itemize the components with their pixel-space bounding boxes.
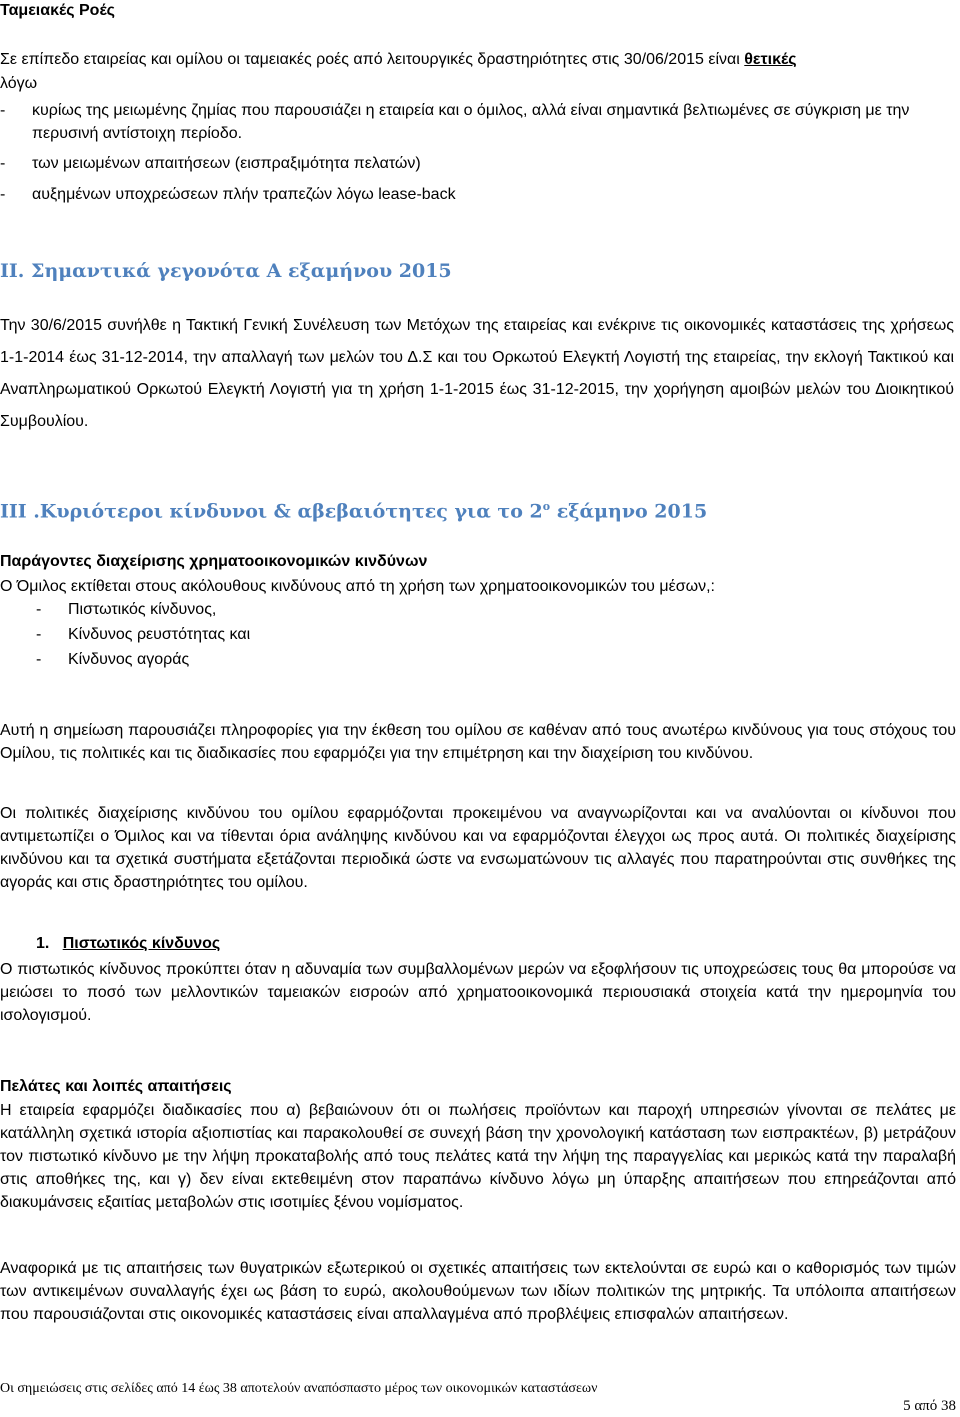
- credit-risk-number: 1.: [36, 935, 50, 952]
- cash-flows-intro-tail: λόγω: [0, 75, 38, 92]
- section-2-heading: II. Σημαντικά γεγονότα Α εξαμήνου 2015: [0, 260, 452, 282]
- credit-risk-title: Πιστωτικός κίνδυνος: [62, 935, 221, 952]
- risk-paragraph-1: Αυτή η σημείωση παρουσιάζει πληροφορίες για την έκθεση του ομίλου σε καθέναν από τους ανωτέρω κινδύνους για τους στόχους του Ομίλου, τις πολιτικές και τις διαδικασίες που εφαρμόζει για την επιμέτρηση και την διαχείριση του κινδύνου.: [0, 722, 956, 762]
- risk-bullet-list: [36, 601, 250, 676]
- list-item: - Κίνδυνος ρευστότητας και: [36, 626, 251, 643]
- page-number: 5 από 38: [903, 1398, 956, 1414]
- list-item: - των μειωμένων απαιτήσεων (εισπραξιμότητα πελατών): [0, 155, 421, 172]
- cash-flows-heading: Ταμειακές Ροές: [0, 2, 115, 19]
- list-item: - Κίνδυνος αγοράς: [36, 651, 190, 668]
- cash-flows-intro-text: Σε επίπεδο εταιρείας και ομίλου οι ταμειακές ροές από λειτουργικές δραστηριότητες στις 30/06/2015 είναι: [0, 51, 745, 68]
- cash-flows-intro: [0, 51, 958, 69]
- customers-paragraph-1: Η εταιρεία εφαρμόζει διαδικασίες που α) βεβαιώνουν ότι οι πωλήσεις προϊόντων και παροχή υπηρεσιών γίνονται σε πελάτες με κατάλληλη σχετικά ιστορία αξιοπιστίας και παρακολουθεί σε συνεχή βάση την χρονολογική κατάσταση των εισπρακτέων, β) μετράζουν τον πιστωτικό κίνδυνο με την λήψη προκαταβολής από τους πελάτες κατά την λήψη της παραγγελίας και μερικώς κατά την παραλαβή στις αποθήκες της, και γ) δεν είναι εκτεθειμένη στον παραπάνω κίνδυνο λόγω μη ύπαρξης απαιτήσεων που επηρεάζονται από διακυμάνσεις εξαιτίας μεταβολών στις ισοτιμίες ξένου νομίσματος.: [0, 1102, 956, 1211]
- customers-paragraph-2: Αναφορικά με τις απαιτήσεις των θυγατρικών εξωτερικού οι σχετικές απαιτήσεις των εκτελούνται σε ευρώ και ο καθορισμός των τιμών των αντικειμένων συναλλαγής έχει ως βάση το ευρώ, ακολουθούμενων των ιδίων πολιτικών της μητρικής. Τα υπόλοιπα απαιτήσεων που παρουσιάζονται στις οικονομικές καταστάσεις είναι απαλλαγμένα από προβλέψεις επισφαλών απαιτήσεων.: [0, 1260, 956, 1323]
- cash-flows-bullet-list: [0, 99, 958, 145]
- customers-heading: Πελάτες και λοιπές απαιτήσεις: [0, 1078, 232, 1095]
- risk-paragraph-2: Οι πολιτικές διαχείρισης κινδύνου του ομίλου εφαρμόζονται προκειμένου να αναγνωρίζονται και να αναλύονται οι κίνδυνοι που αντιμετωπίζει ο Όμιλος και να τίθενται όρια ανάληψης κινδύνου και να εφαρμόζονται έλεγχοι ως προς αυτά. Οι πολιτικές διαχείρισης κινδύνου και τα σχετικά συστήματα εξετάζονται περιοδικά ώστε να ενσωματώνουν τις αλλαγές που παρατηρούνται στις συνθήκες της αγοράς και στις δραστηριότητες του ομίλου.: [0, 805, 956, 891]
- risk-factors-intro: Ο Όμιλος εκτίθεται στους ακόλουθους κινδύνους από τη χρήση των χρηματοοικονομικών του μέσων,:: [0, 578, 715, 595]
- credit-risk-paragraph: Ο πιστωτικός κίνδυνος προκύπτει όταν η αδυναμία των συμβαλλομένων μερών να εξοφλήσουν τις υποχρεώσεις τους θα μπορούσε να μειώσει το ποσό των μελλοντικών ταμειακών εισροών από χρηματοοικονομικά περιουσιακά στοιχεία κατά την ημερομηνία του ισολογισμού.: [0, 961, 956, 1024]
- list-item: - Πιστωτικός κίνδυνος,: [36, 601, 217, 618]
- section-3-heading: III .Κυριότεροι κίνδυνοι & αβεβαιότητες για το $2^o$ εξάμηνο 2015: [0, 500, 708, 523]
- list-item: - κυρίως της μειωμένης ζημίας που παρουσιάζει η εταιρεία και ο όμιλος, αλλά είναι σημαντικά βελτιωμένες σε σύγκριση με την περυσινή αντίστοιχη περίοδο.: [0, 102, 910, 142]
- list-item: - αυξημένων υποχρεώσεων πλήν τραπεζών λόγω lease-back: [0, 186, 456, 203]
- section-2-paragraph: Την 30/6/2015 συνήλθε η Τακτική Γενική Συνέλευση των Μετόχων της εταιρείας και ενέκρινε τις οικονομικές καταστάσεις της χρήσεως 1-1-2014 έως 31-12-2014, την απαλλαγή των μελών του Δ.Σ και του Ορκωτού Ελεγκτή Λογιστή της εταιρείας, την εκλογή Τακτικού και Αναπληρωματικού Ορκωτού Ελεγκτή Λογιστή για τη χρήση 1-1-2015 έως 31-12-2015, την χορήγηση αμοιβών μελών του Διοικητικού Συμβουλίου.: [0, 317, 954, 430]
- cash-flows-intro-emphasis: θετικές: [744, 51, 797, 68]
- credit-risk-heading: [36, 935, 220, 953]
- footer-note: Οι σημειώσεις στις σελίδες από 14 έως 38 αποτελούν αναπόσπαστο μέρος των οικονομικών καταστάσεων: [0, 1381, 598, 1396]
- risk-factors-subheading: Παράγοντες διαχείρισης χρηματοοικονομικών κινδύνων: [0, 553, 428, 570]
